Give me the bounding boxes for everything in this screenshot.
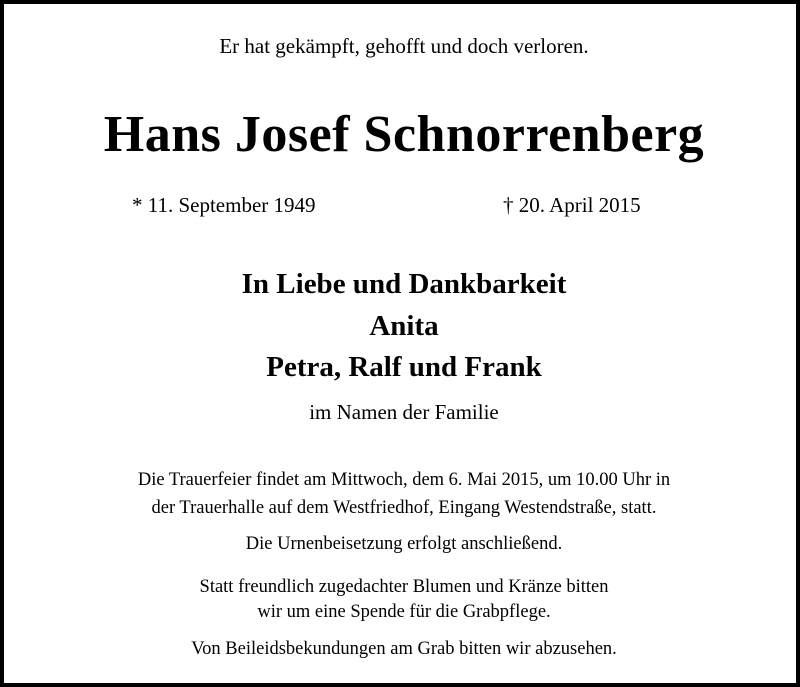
service-line: Die Trauerfeier findet am Mittwoch, dem 6. Mai 2015, um 10.00 Uhr in	[137, 470, 671, 490]
signatory-line-spouse: Anita	[369, 310, 439, 342]
burial-line: Die Urnenbeisetzung erfolgt anschließend.	[245, 534, 563, 554]
condolence-note: Von Beileidsbekundungen am Grab bitten wir abzusehen.	[191, 639, 617, 659]
donation-line: Statt freundlich zugedachter Blumen und Kränze bitten	[199, 577, 609, 597]
deceased-name: Hans Josef Schnorrenberg	[103, 106, 705, 163]
service-line: der Trauerhalle auf dem Westfriedhof, Eingang Westendstraße, statt.	[151, 498, 657, 518]
signatory-line-dedication: In Liebe und Dankbarkeit	[241, 268, 567, 300]
motto: Er hat gekämpft, gehofft und doch verloren.	[219, 34, 589, 58]
birth-date: * 11. September 1949	[132, 193, 316, 217]
donation-line: wir um eine Spende für die Grabpflege.	[257, 602, 551, 622]
signatory-line-children: Petra, Ralf und Frank	[266, 351, 542, 383]
death-date: † 20. April 2015	[503, 193, 641, 217]
family-note: im Namen der Familie	[309, 400, 499, 424]
